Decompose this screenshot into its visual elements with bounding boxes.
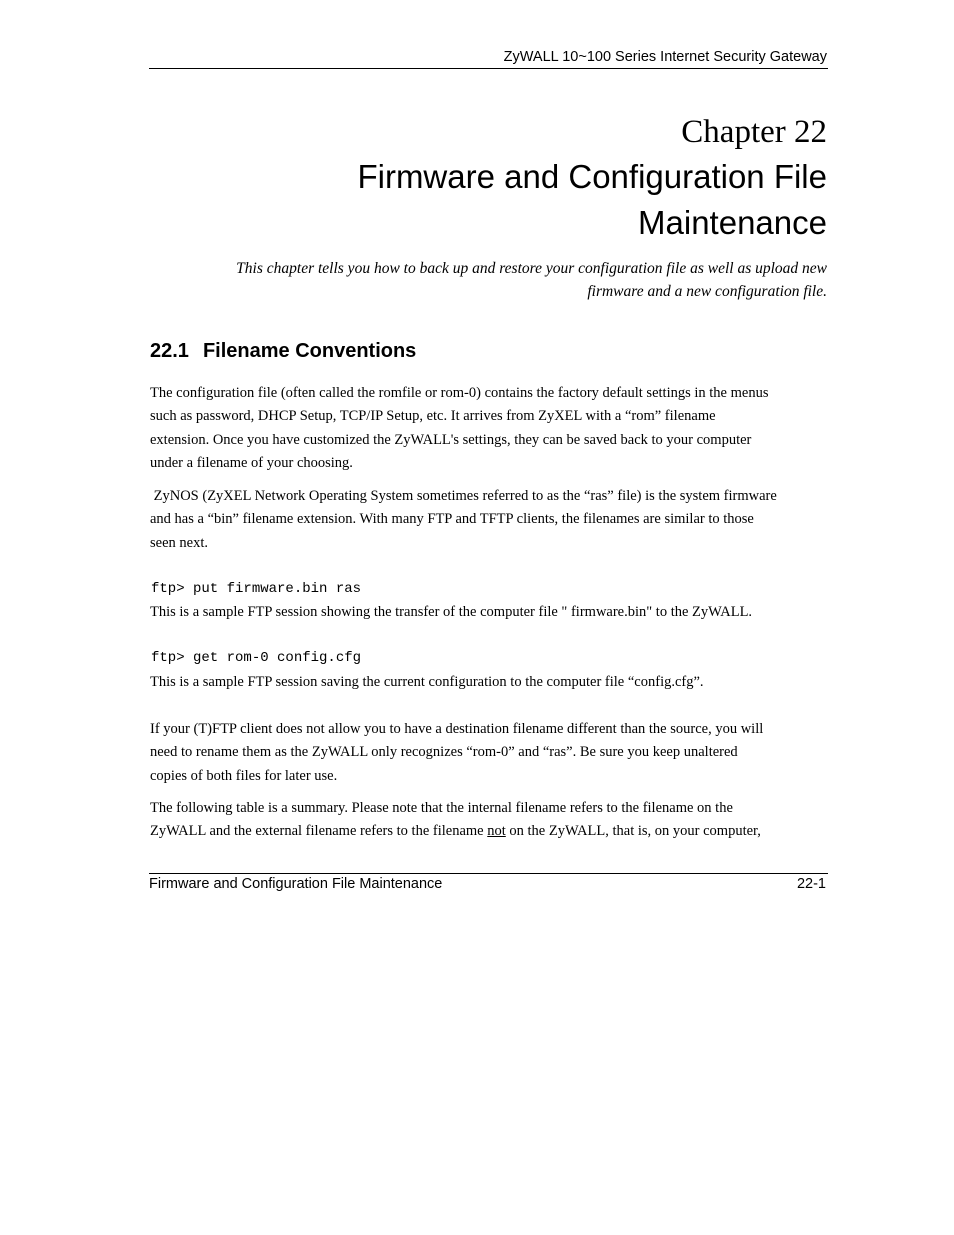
chapter-number: Chapter 22 <box>681 114 827 150</box>
section-title: Filename Conventions <box>202 340 417 362</box>
paragraph-line: The configuration file (often called the romfile or rom-0) contains the factory default settings in the menus <box>150 385 769 401</box>
section-heading <box>150 337 416 365</box>
running-header: ZyWALL 10~100 Series Internet Security Gateway <box>503 49 827 65</box>
chapter-intro-line-2: firmware and a new configuration file. <box>587 283 827 300</box>
paragraph-line: such as password, DHCP Setup, TCP/IP Setup, etc. It arrives from ZyXEL with a “rom” filename <box>150 408 716 425</box>
paragraph-line: The following table is a summary. Please note that the internal filename refers to the filename on the <box>150 800 733 816</box>
chapter-intro-line-1: This chapter tells you how to back up and restore your configuration file as well as upload new <box>236 260 827 277</box>
paragraph-line: If your (T)FTP client does not allow you to have a destination filename different than the source, you will <box>150 721 764 737</box>
code-sample-put: ftp> put firmware.bin ras <box>151 581 362 597</box>
underlined-word: not <box>487 823 506 840</box>
paragraph-line: ZyNOS (ZyXEL Network Operating System sometimes referred to as the “ras” file) is the system firmware <box>150 488 777 504</box>
chapter-title-line-2: Maintenance <box>638 204 827 241</box>
chapter-intro <box>149 257 827 303</box>
paragraph-line: and has a “bin” filename extension. With many FTP and TFTP clients, the filenames are similar to those <box>150 511 754 528</box>
paragraph-line: under a filename of your choosing. <box>150 454 353 471</box>
page-number: 22-1 <box>796 876 826 892</box>
chapter-title <box>149 154 827 246</box>
paragraph-text: ZyWALL and the external filename refers to the filename <box>150 823 488 840</box>
paragraph-summary <box>150 797 828 844</box>
footer-title: Firmware and Configuration File Maintenance <box>149 876 443 892</box>
paragraph-line: This is a sample FTP session showing the transfer of the computer file " firmware.bin" to the ZyWALL. <box>150 604 753 620</box>
paragraph-rename <box>150 718 828 788</box>
header-rule <box>149 68 828 69</box>
paragraph-zynos <box>150 485 828 555</box>
paragraph-line: This is a sample FTP session saving the current configuration to the computer file “config.cfg”. <box>150 674 704 690</box>
paragraph-line: copies of both files for later use. <box>150 767 338 784</box>
section-number: 22.1 <box>150 340 189 362</box>
paragraph-text: on the ZyWALL, that is, on your computer, <box>505 823 761 840</box>
code-sample-put-caption <box>150 601 828 624</box>
chapter-title-line-1: Firmware and Configuration File <box>357 158 827 195</box>
paragraph-line: need to rename them as the ZyWALL only recognizes “rom-0” and “ras”. Be sure you keep unaltered <box>150 744 738 761</box>
paragraph-config-file <box>150 382 828 475</box>
code-sample-get: ftp> get rom-0 config.cfg <box>151 650 362 666</box>
paragraph-line: seen next. <box>150 534 208 551</box>
paragraph-line: extension. Once you have customized the ZyWALL's settings, they can be saved back to your computer <box>150 431 752 448</box>
code-sample-get-caption <box>150 671 828 694</box>
paragraph-line <box>150 820 828 843</box>
